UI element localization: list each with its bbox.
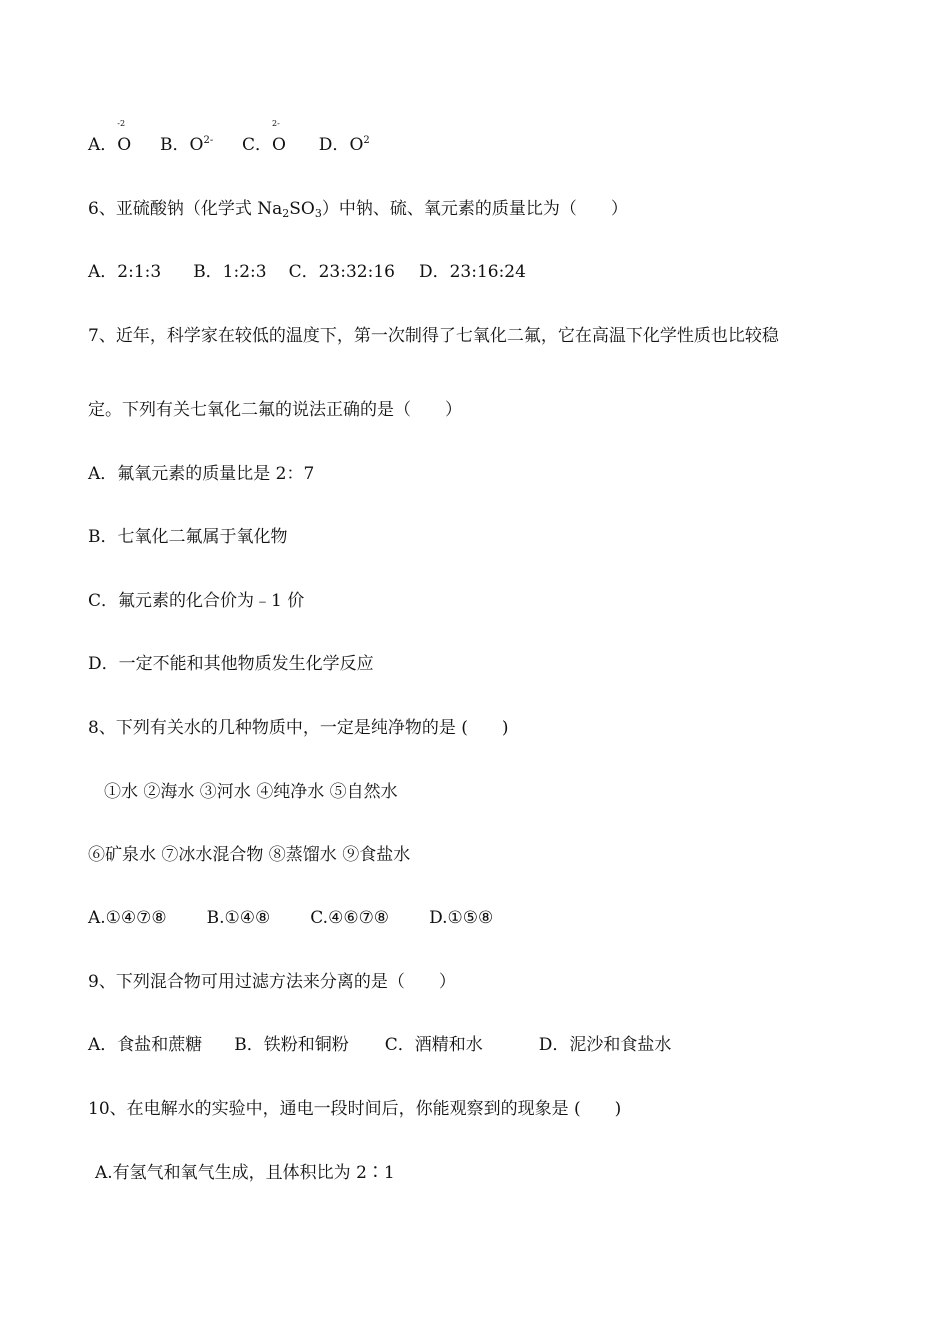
q8-option-a: A.①④⑦⑧ [88,908,167,928]
q8-option-c: C.④⑥⑦⑧ [310,908,390,928]
q9-option-c: C．酒精和水 [384,1035,483,1055]
q5-option-c-valence: 2- [272,119,280,128]
q8-option-b: B.①④⑧ [206,908,271,928]
q7-option-c: C．氟元素的化合价为﹣1 价 [88,591,305,611]
q6-option-c: C．23:32:16 [288,262,395,282]
q9-option-b: B．铁粉和铜粉 [234,1035,349,1055]
q8-option-d: D.①⑤⑧ [429,908,494,928]
q6-option-d: D．23:16:24 [418,262,526,282]
q6-options [88,260,526,284]
q5-option-d: D．$O^2$ [318,135,370,155]
q10-stem: 10、在电解水的实验中，通电一段时间后，你能观察到的现象是 ( ) [88,1099,622,1119]
q10-option-a: A.有氢气和氧气生成，且体积比为 2∶1 [95,1163,395,1183]
q6-option-b: B．1:2:3 [193,262,267,282]
q9-option-a: A．食盐和蔗糖 [88,1035,203,1055]
q8-list-line1: ①水 ②海水 ③河水 ④纯净水 ⑤自然水 [104,782,398,802]
q7-option-d: D．一定不能和其他物质发生化学反应 [88,654,374,674]
q9-option-d: D．泥沙和食盐水 [538,1035,672,1055]
q7-option-b: B．七氧化二氟属于氧化物 [88,527,288,547]
q5-option-b: B．$O^{2-}$ [160,135,214,155]
q5-option-a-valence: -2 [117,119,126,128]
q6-stem: 6、亚硫酸钠（化学式 $Na_2SO_3$）中钠、硫、氧元素的质量比为（ ） [88,199,628,220]
q6-option-a: A．2:1:3 [88,262,162,282]
q5-option-c: C． 2- O [242,119,286,155]
q7-stem-line1: 7、近年，科学家在较低的温度下，第一次制得了七氧化二氟，它在高温下化学性质也比较稳 [88,326,779,346]
q9-stem: 9、下列混合物可用过滤方法来分离的是（ ） [88,972,456,992]
q8-stem: 8、下列有关水的几种物质中，一定是纯净物的是 ( ) [88,718,509,738]
q8-options [88,906,493,930]
q7-option-a: A．氟氧元素的质量比是 2：7 [88,464,315,484]
q8-list-line2: ⑥矿泉水 ⑦冰水混合物 ⑧蒸馏水 ⑨食盐水 [88,845,411,865]
q5-option-a: A． -2 O [88,119,132,155]
q5-options [88,119,370,157]
q9-options [88,1033,671,1057]
q7-stem-line2: 定。下列有关七氧化二氟的说法正确的是（ ） [88,400,462,420]
